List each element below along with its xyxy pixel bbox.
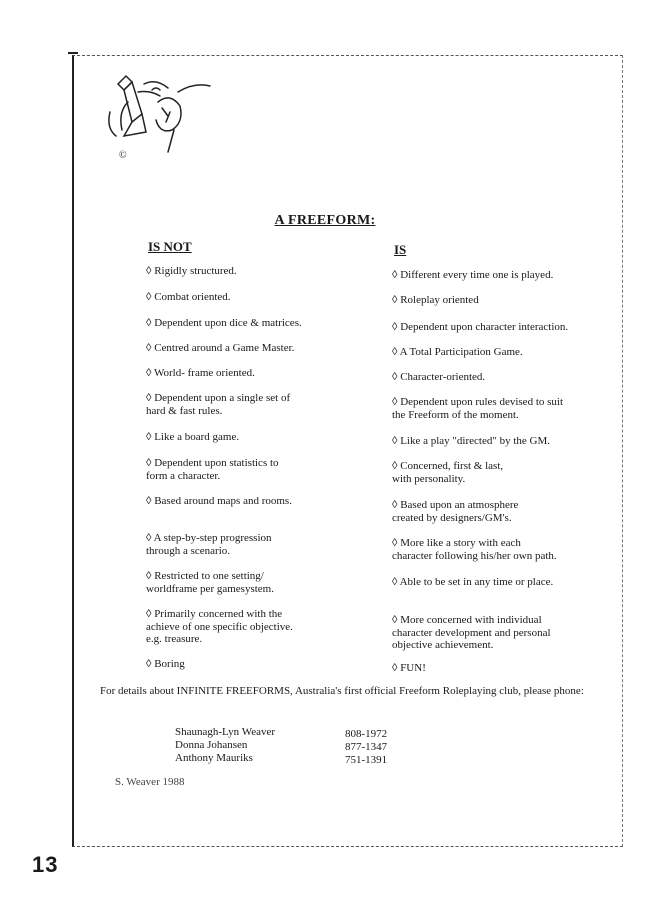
- contact-name: Anthony Mauriks: [175, 752, 253, 764]
- author-credit: S. Weaver 1988: [115, 776, 185, 788]
- contact-phone: 877-1347: [345, 741, 388, 753]
- list-item: ◊ Dependent upon a single set of hard & fast rules.: [146, 392, 291, 417]
- list-item: ◊ Roleplay oriented: [392, 294, 479, 306]
- list-item: ◊ A step-by-step progression through a scenario.: [146, 532, 272, 557]
- list-item: ◊ Combat oriented.: [146, 291, 231, 303]
- list-item: ◊ Able to be set in any time or place.: [392, 576, 554, 588]
- is-header: IS: [394, 242, 407, 257]
- list-item: ◊ A Total Participation Game.: [392, 346, 523, 358]
- contact-name: Shaunagh-Lyn Weaver: [175, 726, 276, 738]
- list-item: ◊ Dependent upon statistics to form a character.: [146, 457, 279, 482]
- is-not-header: IS NOT: [148, 239, 192, 254]
- page-title: A FREEFORM:: [274, 213, 376, 228]
- contact-phone: 808-1972: [345, 728, 388, 740]
- list-item: ◊ World- frame oriented.: [146, 367, 255, 379]
- contact-phone: 751-1391: [345, 754, 388, 766]
- list-item: ◊ Like a play "directed" by the GM.: [392, 435, 550, 447]
- list-item: ◊ Restricted to one setting/ worldframe per gamesystem.: [146, 570, 274, 595]
- copyright-symbol: ©: [119, 150, 127, 161]
- page-number: 13: [32, 852, 59, 877]
- list-item: ◊ Dependent upon character interaction.: [392, 321, 569, 333]
- list-item: ◊ More like a story with each character following his/her own path.: [392, 537, 557, 562]
- list-item: ◊ Primarily concerned with the achieve of one specific objective. e.g. treasure.: [146, 608, 293, 645]
- list-item: ◊ Centred around a Game Master.: [146, 342, 295, 354]
- list-item: ◊ Rigidly structured.: [146, 265, 237, 277]
- list-item: ◊ Dependent upon rules devised to suit the Freeform of the moment.: [392, 396, 564, 421]
- sketch-illustration: [98, 72, 218, 172]
- list-item: ◊ Concerned, first & last, with personality.: [392, 460, 504, 485]
- list-item: ◊ Based around maps and rooms.: [146, 495, 292, 507]
- contact-name: Donna Johansen: [175, 739, 248, 751]
- list-item: ◊ Based upon an atmosphere created by designers/GM's.: [392, 499, 519, 524]
- list-item: ◊ Boring: [146, 658, 185, 670]
- border-corner: [68, 52, 78, 62]
- list-item: ◊ Character-oriented.: [392, 371, 486, 383]
- club-info-text: For details about INFINITE FREEFORMS, Australia's first official Freeform Roleplaying club, please phone:: [100, 685, 584, 697]
- list-item: ◊ Different every time one is played.: [392, 269, 554, 281]
- list-item: ◊ FUN!: [392, 662, 426, 674]
- list-item: ◊ Like a board game.: [146, 431, 240, 443]
- list-item: ◊ Dependent upon dice & matrices.: [146, 317, 302, 329]
- list-item: ◊ More concerned with individual character development and personal objective achievement.: [392, 614, 551, 651]
